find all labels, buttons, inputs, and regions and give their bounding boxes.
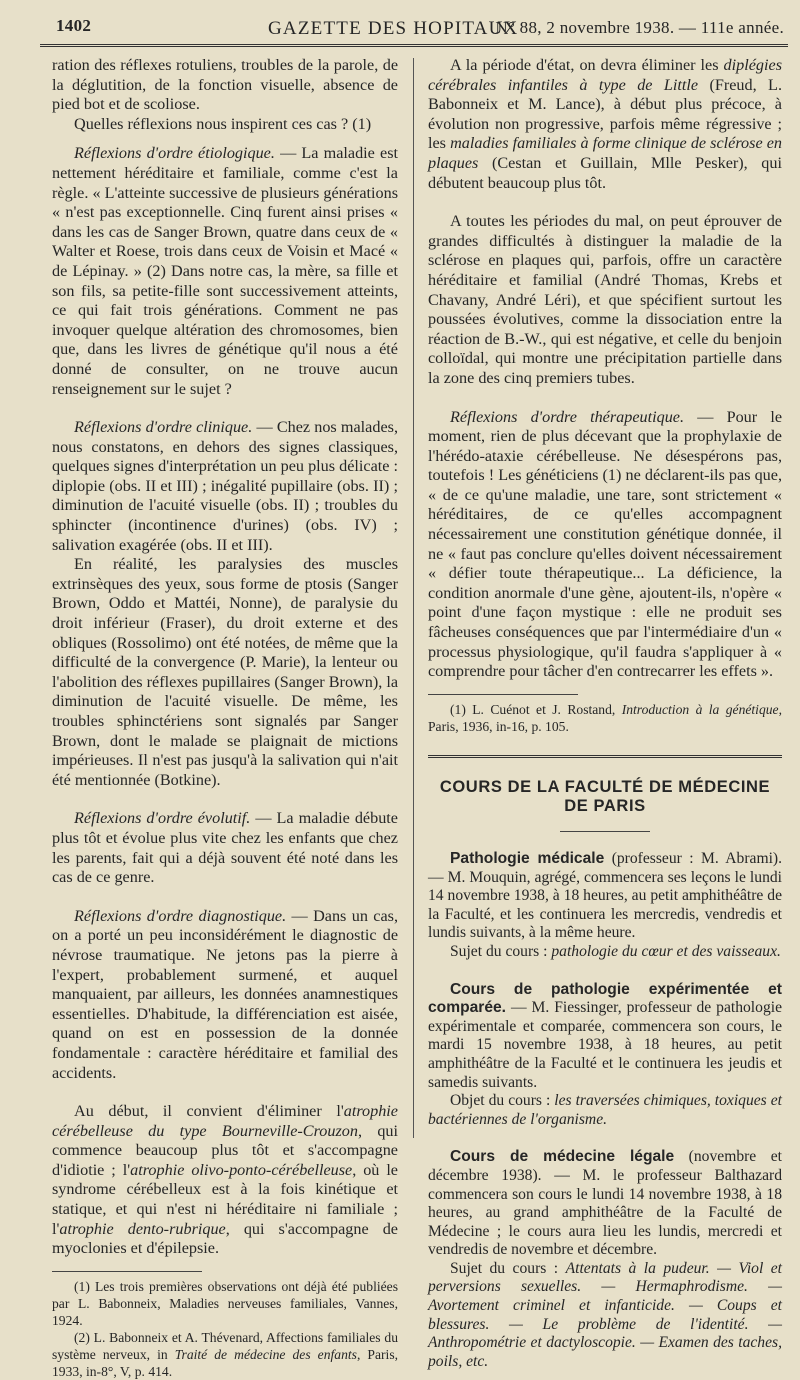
- section-heading: Réflexions d'ordre diagnostique.: [74, 906, 287, 925]
- text-run: Au début, il convient d'éliminer l': [74, 1102, 344, 1121]
- paragraph: A toutes les périodes du mal, on peut éprouver de grandes difficultés à distinguer la maladie de la sclérose en plaques qui, parfois, offre un caractère héréditaire et familial (André Thomas, Krebs et Chavany, André Léri), et que spécifient surtout les poussées évolutives, comme la dissociation entre la réaction de B.-W., qui est négative, et celle du benjoin colloïdal, qui montre une précipitation partielle dans la zone des cinq premiers tubes.: [428, 212, 782, 387]
- paragraph-text: — La maladie débute plus tôt et évolue plus vite chez les enfants que chez les parents, fait qui a déjà souvent été noté dans les cas de ce genre.: [52, 809, 398, 887]
- footnote: [52, 1329, 398, 1380]
- emphasis: les traversées chimiques, toxiques et bactériennes de l'organisme.: [428, 1092, 782, 1128]
- section-heading: Réflexions d'ordre thérapeutique.: [450, 407, 685, 426]
- paragraph-text: — Pour le moment, rien de plus décevant que la prophylaxie de l'hérédo-ataxie cérébelleuse. Ne désespérons pas, toutefois ! Les généticiens (1) ne déclarent-ils pas que, « de ce qu'une maladie, une tare, sont strictement « héréditaires, de ce qu'elles accompagnent nécessairement une constitution génétique donnée, il ne « faut pas conclure qu'elles doivent nécessairement « défier toute thérapeutique... La déficience, la condition anormale d'une gène, ajoutent-ils, n'opère « point d'une façon mystique : elle ne produit ses fâcheuses conséquences que par l'intermédiaire d'un « processus physiologique, qu'il faudra s'appliquer à « comprendre pour tâcher d'en contrecarrer les effets ».: [428, 407, 783, 681]
- text-run: , où le syndrome cérébelleux est à la fois kinétique et statique, et qui n'est ni héréditaire ni familiale ; l': [52, 1160, 398, 1238]
- section-heading: Réflexions d'ordre étiologique.: [74, 144, 275, 163]
- page-number: 1402: [56, 16, 92, 35]
- course-entry: [428, 850, 782, 943]
- course-text: (novembre et décembre 1938). — M. le professeur Balthazard commencera son cours le lundi 14 novembre 1938, à 18 heures, au grand amphithéâtre de la Faculté de Médecine ; le cours aura lieu les lundis, mercredi et vendredis de novembre et décembre.: [428, 1148, 782, 1259]
- journal-title: GAZETTE DES HOPITAUX: [268, 18, 519, 39]
- emphasis: Attentats à la pudeur. — Viol et perversions sexuelles. — Hermaphrodisme. — Avortement criminel et infanticide. — Coups et blessures. — Le problème de l'identité. — Anthropométrie et dactyloscopie. — Examen des taches, poils, etc.: [428, 1259, 782, 1370]
- emphasis: atrophie cérébelleuse du type Bourneville-Crouzon: [52, 1102, 398, 1140]
- paragraph-text: — La maladie est nettement héréditaire et familiale, comme c'est la règle. « L'atteinte successive de plusieurs générations « n'est pas exceptionnelle. Cinq furent ainsi prises « dans les cas de Sanger Brown, quatre dans ceux de « Walter et Roese, trois dans ceux de Voisin et Macé « de Lépinay. » (2) Dans notre cas, la mère, sa fille et son fils, sa petite-fille sont successivement atteints, ce qui fait trois générations. Comment ne pas invoquer quelque altération des chromosomes, bien que, dans les livres de génétique qu'il nous a été donné de consulter, on ne trouve aucun renseignement sur le sujet ?: [52, 144, 398, 398]
- text-run: , Paris, 1936, in-16, p. 105.: [428, 701, 782, 734]
- column-divider: [413, 58, 414, 1138]
- text-run: (Freud, L. Babonneix et M. Lance), à début plus précoce, à évolution non progressive, parfois même régressive ; les: [428, 75, 782, 153]
- text-run: , qui s'accompagne de myoclonies et d'épilepsie.: [52, 1219, 398, 1258]
- emphasis: atrophie dento-rubrique: [59, 1219, 226, 1238]
- text-run: (2) L. Babonneix et A. Thévenard, Affections familiales du système nerveux, in: [52, 1329, 398, 1362]
- footnote-rule: [428, 694, 578, 695]
- section-divider: [428, 755, 782, 758]
- right-column: [428, 56, 782, 1371]
- paragraph-debut: [52, 1102, 398, 1259]
- paragraph-etiologique: [52, 144, 398, 399]
- paragraph-text: — Chez nos malades, nous constatons, en dehors des signes classiques, quelques signes d'interprétation un peu plus délicate : diplopie (obs. II et III) ; inégalité pupillaire (obs. II) ; diminution de l'acuité visuelle (obs. II) ; troubles du sphincter (incontinence d'urines) (obs. IV) ; salivation exagérée (obs. II et III).: [52, 418, 398, 554]
- section-heading: Réflexions d'ordre évolutif.: [74, 809, 251, 828]
- course-text: — M. Fiessinger, professeur de pathologie expérimentale et comparée, commencera son cours, le mardi 15 novembre 1938, à 18 heures, au petit amphithéâtre de la Faculté et le continuera les jeudis et samedis suivants.: [428, 999, 782, 1091]
- footnote-rule: [52, 1271, 202, 1272]
- text-run: (1) L. Cuénot et J. Rostand,: [450, 701, 622, 717]
- paragraph-diagnostique: [52, 907, 398, 1083]
- footnote: [428, 701, 782, 735]
- text-run: Sujet du cours :: [450, 1259, 566, 1277]
- text-run: Sujet du cours :: [450, 942, 552, 960]
- course-announcements: [428, 850, 782, 1371]
- paragraph-etat: [428, 56, 782, 193]
- emphasis: maladies familiales à forme clinique de sclérose en plaques: [428, 134, 782, 172]
- emphasis: pathologie du cœur et des vaisseaux.: [551, 942, 781, 960]
- emphasis: Traité de médecine des enfants: [174, 1346, 357, 1362]
- text-run: A la période d'état, on devra éliminer les: [450, 56, 724, 74]
- paragraph: ration des réflexes rotuliens, troubles de la parole, de la déglutition, de la fonction visuelle, absence de pied bot et de scoliose.: [52, 56, 398, 114]
- paragraph: En réalité, les paralysies des muscles extrinsèques des yeux, sous forme de ptosis (Sanger Brown, Oddo et Mattéi, Nonne), de paralysie du droit inférieur (Fraser), du droit externe et des obliques (Rossolimo) ont été notées, de même que la difficulté de la convergence (P. Marie), la lenteur ou l'abolition des réflexes pupillaires (Sanger Brown), la diminution de l'acuité visuelle. De même, les troubles sphinctériens sont signalés par Sanger Brown, dont le malade se plaignait de mictions impérieuses. Il n'est pas jusqu'à la salivation qui n'ait été mentionnée (Botkine).: [52, 555, 398, 789]
- emphasis: diplégies cérébrales infantiles à type de Little: [428, 56, 782, 94]
- course-subject: [428, 943, 782, 962]
- course-title: Cours de médecine légale: [450, 1148, 675, 1166]
- text-run: , Paris, 1933, in-8°, V, p. 414.: [52, 1346, 399, 1379]
- paragraph-clinique: [52, 418, 398, 555]
- course-entry: [428, 981, 782, 1093]
- text-run: , qui commence beaucoup plus tôt et s'accompagne d'idiotie ; l': [52, 1121, 399, 1179]
- title-underline: [560, 831, 650, 832]
- emphasis: Introduction à la génétique: [621, 701, 779, 717]
- course-entry: [428, 1148, 782, 1260]
- course-subject: [428, 1092, 782, 1129]
- footnote: (1) Les trois premières observations ont déjà été publiées par L. Babonneix, Maladies nerveuses familiales, Vannes, 1924.: [52, 1278, 398, 1328]
- text-run: (Cestan et Guillain, Mlle Pesker), qui débutent beaucoup plus tôt.: [428, 153, 782, 192]
- course-title: Pathologie médicale: [450, 850, 605, 867]
- course-text: (professeur : M. Abrami). — M. Mouquin, agrégé, commencera ses leçons le lundi 14 novembre 1938, à 18 heures, au petit amphithéâtre de la Faculté, et les continuera les mercredis, vendredis et lundis suivants, à la même heure.: [428, 850, 782, 942]
- course-title: Cours de pathologie expérimentée et comparée.: [428, 980, 782, 1017]
- course-subject: [428, 1260, 782, 1372]
- paragraph-therapeutique: [428, 408, 782, 682]
- section-title: COURS DE LA FACULTÉ DE MÉDECINE DE PARIS: [439, 777, 771, 816]
- section-heading: Réflexions d'ordre clinique.: [74, 418, 253, 437]
- emphasis: atrophie olivo-ponto-cérébelleuse: [130, 1160, 353, 1179]
- left-column: [52, 56, 398, 1380]
- paragraph-text: — Dans un cas, on a porté un peu inconsidérément le diagnostic de névrose traumatique. Ne jetons pas la pierre à l'expert, probablement surmené, et auquel manquaient, par ailleurs, les données anamnestiques essentielles. D'habitude, la différenciation est aisée, quand on est en possession de la donnée fondamentale : caractère héréditaire et familial des accidents.: [52, 906, 398, 1082]
- page-header: [40, 10, 788, 47]
- paragraph-evolutif: [52, 809, 398, 887]
- issue-info: N° 88, 2 novembre 1938. — 111e année.: [495, 18, 784, 37]
- text-run: Objet du cours :: [450, 1092, 555, 1110]
- paragraph: Quelles réflexions nous inspirent ces cas ? (1): [74, 114, 372, 133]
